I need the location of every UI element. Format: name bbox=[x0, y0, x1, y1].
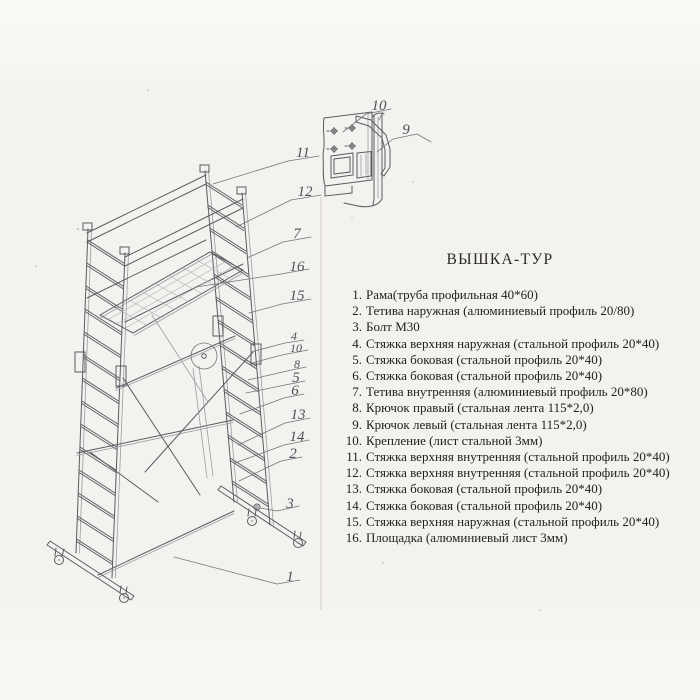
tower-drawing bbox=[47, 165, 306, 603]
svg-text:15: 15 bbox=[289, 288, 305, 304]
part-label: Крючок левый (стальная лента 115*2,0) bbox=[366, 416, 587, 432]
detail-callout-9 bbox=[377, 122, 431, 152]
parts-list-item bbox=[338, 368, 698, 384]
part-number: 15. bbox=[345, 513, 362, 529]
parts-list bbox=[338, 287, 698, 546]
parts-list-item bbox=[338, 303, 698, 319]
part-number: 9. bbox=[352, 416, 362, 432]
part-label: Тетива внутренняя (алюминиевый профиль 20*80) bbox=[366, 384, 648, 400]
parts-list-item bbox=[338, 319, 698, 335]
parts-list-item bbox=[338, 433, 698, 449]
svg-text:1: 1 bbox=[286, 569, 294, 585]
part-label: Крючок правый (стальная лента 115*2,0) bbox=[366, 400, 594, 416]
tie-bars bbox=[77, 336, 235, 578]
parts-list-item bbox=[338, 352, 698, 368]
part-number: 1. bbox=[352, 287, 362, 302]
part-number: 16. bbox=[345, 530, 362, 546]
part-number: 3. bbox=[352, 319, 362, 335]
svg-text:10: 10 bbox=[371, 98, 387, 114]
part-number: 2. bbox=[352, 303, 362, 319]
part-label: Стяжка боковая (стальной профиль 20*40) bbox=[366, 368, 603, 384]
part-number: 13. bbox=[345, 481, 362, 497]
part-number: 5. bbox=[352, 351, 362, 367]
part-label: Рама(труба профильная 40*60) bbox=[366, 287, 538, 302]
part-label: Стяжка верхняя внутренняя (стальной профиль 20*40) bbox=[366, 465, 670, 481]
part-label: Стяжка верхняя наружная (стальной профиль 20*40) bbox=[366, 513, 660, 529]
svg-text:6: 6 bbox=[291, 383, 299, 399]
svg-text:9: 9 bbox=[402, 122, 410, 138]
svg-text:10: 10 bbox=[290, 341, 302, 355]
part-label: Стяжка боковая (стальной профиль 20*40) bbox=[366, 481, 603, 497]
svg-text:12: 12 bbox=[297, 184, 313, 200]
parts-list-item bbox=[338, 449, 698, 465]
callout-12 bbox=[236, 184, 321, 227]
svg-text:16: 16 bbox=[289, 259, 305, 275]
part-label: Площадка (алюминиевый лист 3мм) bbox=[366, 530, 568, 546]
parts-list-item bbox=[338, 514, 698, 530]
parts-list-item bbox=[338, 400, 698, 416]
callout-1 bbox=[174, 557, 300, 585]
part-label: Крепление (лист стальной 3мм) bbox=[366, 432, 543, 448]
bolt-m30 bbox=[254, 504, 260, 510]
parts-list-item bbox=[338, 287, 698, 303]
part-number: 4. bbox=[352, 335, 362, 351]
svg-text:11: 11 bbox=[296, 145, 310, 161]
part-label: Стяжка боковая (стальной профиль 20*40) bbox=[366, 497, 603, 513]
part-number: 11. bbox=[346, 449, 362, 465]
parts-list-item bbox=[338, 530, 698, 546]
part-label: Стяжка боковая (стальной профиль 20*40) bbox=[366, 351, 603, 367]
part-number: 10. bbox=[345, 432, 362, 448]
parts-list-item bbox=[338, 498, 698, 514]
callout-15 bbox=[249, 288, 311, 313]
part-number: 8. bbox=[352, 400, 362, 416]
callout-7 bbox=[247, 226, 311, 258]
caster-wheels bbox=[55, 509, 303, 603]
svg-text:3: 3 bbox=[286, 496, 294, 512]
part-number: 7. bbox=[352, 384, 362, 400]
bolt-markers bbox=[327, 125, 356, 153]
svg-text:14: 14 bbox=[289, 429, 305, 445]
callout-3 bbox=[260, 496, 299, 512]
parts-list-item bbox=[338, 465, 698, 481]
svg-text:13: 13 bbox=[290, 407, 306, 423]
parts-list-item bbox=[338, 481, 698, 497]
parts-list-item bbox=[338, 417, 698, 433]
detail-drawing bbox=[323, 112, 390, 207]
part-label: Стяжка верхняя наружная (стальной профиль 20*40) bbox=[366, 335, 660, 351]
left-frame-rungs bbox=[77, 240, 124, 562]
svg-text:5: 5 bbox=[292, 370, 300, 386]
svg-text:7: 7 bbox=[293, 226, 301, 242]
svg-text:2: 2 bbox=[289, 446, 297, 462]
parts-list-item bbox=[338, 336, 698, 352]
callout-2 bbox=[239, 446, 302, 481]
svg-text:4: 4 bbox=[291, 329, 297, 343]
part-number: 14. bbox=[345, 497, 362, 513]
part-number: 12. bbox=[345, 465, 362, 481]
part-label: Тетива наружная (алюминиевый профиль 20/80) bbox=[366, 303, 635, 319]
part-label: Болт М30 bbox=[366, 319, 420, 335]
part-label: Стяжка верхняя внутренняя (стальной профиль 20*40) bbox=[366, 449, 670, 465]
callouts-detail bbox=[343, 98, 431, 152]
parts-list-item bbox=[338, 384, 698, 400]
part-number: 6. bbox=[352, 368, 362, 384]
callout-11 bbox=[213, 145, 319, 184]
page-title: ВЫШКА-ТУР bbox=[446, 251, 554, 268]
right-frame-rungs bbox=[206, 182, 268, 504]
svg-text:8: 8 bbox=[294, 357, 300, 371]
diagonal-braces bbox=[90, 315, 253, 502]
